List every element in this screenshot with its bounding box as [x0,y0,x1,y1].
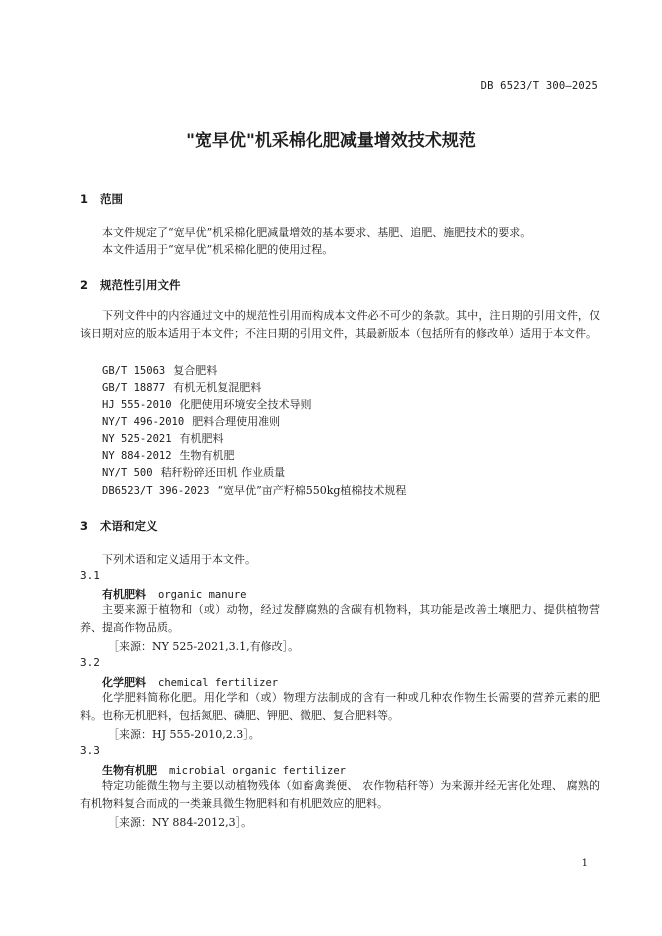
ref-name: 化肥使用环境安全技术导则 [179,398,312,411]
term-number: 3.3 [80,744,100,757]
ref-item [102,396,312,412]
section-title: 术语和定义 [100,519,158,533]
section-title: 范围 [100,192,123,206]
term-source: ［来源：NY 884-2012,3］。 [108,816,253,829]
section-number: 2 [80,278,89,292]
ref-name: 复合肥料 [173,364,218,377]
ref-item [102,464,285,480]
paragraph: 本文件规定了“宽早优”机采棉化肥减量增效的基本要求、基肥、追肥、施肥技术的要求。 [102,226,532,239]
ref-name: 肥料合理使用准则 [192,415,281,428]
ref-code: NY/T 496-2010 [102,416,185,428]
ref-item [102,482,406,498]
section-3-heading [80,518,158,534]
ref-code: NY 525-2021 [102,433,172,445]
term-zh: 生物有机肥 [102,764,157,777]
section-number: 1 [80,192,89,206]
term-heading [102,586,247,602]
ref-item [102,379,261,395]
term-source: ［来源：NY 525-2021,3.1,有修改］。 [108,640,300,653]
term-heading [102,762,346,778]
ref-code: DB6523/T 396-2023 [102,485,210,497]
term-source: ［来源：HJ 555-2010,2.3］。 [108,728,260,741]
term-number: 3.2 [80,656,100,669]
ref-item [102,447,235,463]
ref-name: 有机无机复混肥料 [173,381,262,394]
ref-name: 生物有机肥 [179,449,235,462]
ref-name: “宽早优”亩产籽棉550kg植棉技术规程 [217,484,407,497]
paragraph: 下列文件中的内容通过文中的规范性引用而构成本文件必不可少的条款。其中，注日期的引用文件，仅该日期对应的版本适用于本文件；不注日期的引用文件，其最新版本（包括所有的修改单）适用于本文件。 [80,309,600,340]
term-definition: 化学肥料简称化肥。用化学和（或）物理方法制成的含有一种或几种农作物生长需要的营养元素的肥料。也称无机肥料，包括氮肥、磷肥、钾肥、微肥、复合肥料等。 [80,691,600,722]
section-1-heading [80,191,123,207]
ref-name: 有机肥料 [179,432,224,445]
page-number: 1 [581,858,588,869]
term-number: 3.1 [80,569,100,582]
section-title: 规范性引用文件 [100,278,181,292]
ref-code: NY 884-2012 [102,450,172,462]
section-2-heading [80,277,181,293]
term-definition: 主要来源于植物和（或）动物，经过发酵腐熟的含碳有机物料，其功能是改善土壤肥力、提供植物营养、提高作物品质。 [80,603,600,634]
term-definition: 特定功能微生物与主要以动植物残体（如畜禽粪便、 农作物秸秆等）为来源并经无害化处理、 腐熟的有机物料复合而成的一类兼具微生物肥料和有机肥效应的肥料。 [80,779,600,810]
term-en: organic manure [158,589,247,601]
ref-code: NY/T 500 [102,467,153,479]
ref-code: HJ 555-2010 [102,399,172,411]
ref-item [102,362,217,378]
ref-item [102,430,224,446]
ref-name: 秸秆粉碎还田机 作业质量 [160,466,286,479]
term-zh: 有机肥料 [102,588,146,601]
page-title: "宽早优"机采棉化肥减量增效技术规范 [186,131,476,151]
paragraph: 下列术语和定义适用于本文件。 [102,553,256,566]
ref-item [102,413,280,429]
paragraph: 本文件适用于“宽早优”机采棉化肥的使用过程。 [102,243,334,256]
ref-code: GB/T 18877 [102,382,166,394]
term-heading [102,674,278,690]
term-en: chemical fertilizer [158,677,279,689]
term-en: microbial organic fertilizer [169,765,347,777]
term-zh: 化学肥料 [102,676,146,689]
ref-code: GB/T 15063 [102,365,166,377]
doc-code: DB 6523/T 300—2025 [480,80,598,92]
section-number: 3 [80,519,89,533]
